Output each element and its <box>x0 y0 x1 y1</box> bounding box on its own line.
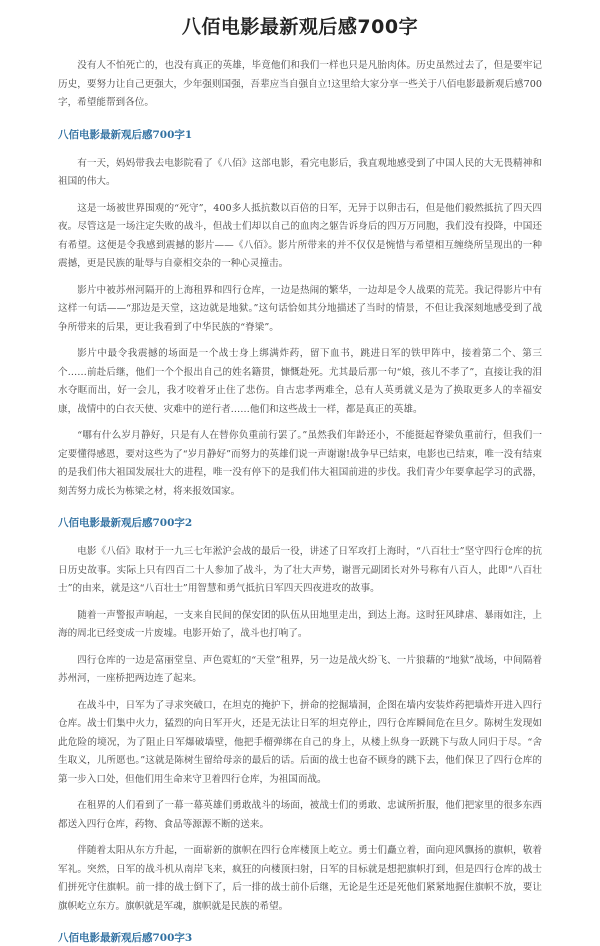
paragraph: “哪有什么岁月静好，只是有人在替你负重前行罢了。”虽然我们年龄还小，不能挺起脊梁负重前行，但我们一定要懂得感恩，要对这些为了“岁月静好”而努力的英雄们说一声谢谢!战争早已结束，电影也已结束，唯一没有结束的是我们伟大祖国发展壮大的进程，唯一没有停下的是我们伟大祖国前进的步伐。我们青少年要拿起学习的武器，刻苦努力成长为栋梁之材，将来报效国家。 <box>58 430 542 497</box>
section-heading: 八佰电影最新观后感700字2 <box>58 517 193 529</box>
section-1 <box>58 127 542 502</box>
paragraph: 这是一场被世界围观的“死守”，400多人抵抗数以百倍的日军，无异于以卵击石，但是他们毅然抵抗了四天四夜。尽管这是一场注定失败的战斗，但战士们却以自己的血肉之躯告诉身后的四万万同胞，我们没有投降，中国还有希望。这便是令我感到震撼的影片——《八佰》。影片所带来的并不仅仅是惋惜与希望相互缠绕所呈现出的一种震撼，更是民族的耻辱与自豪相交杂的一种心灵撞击。 <box>58 202 542 269</box>
paragraph: 影片中最令我震撼的场面是一个战士身上绑满炸药，留下血书，跳进日军的铁甲阵中，接着第二个、第三个……前赴后继，他们一个个报出自己的姓名籍贯，慷慨赴死。尤其最后那一句“娘，孩儿不孝了”，直接让我的泪水夺眶而出，好一会儿，我才咬着牙止住了悲伤。自古忠孝两难全，总有人英勇就义是为了换取更多人的幸福安康，战情中的白衣天使、灾难中的逆行者……他们和这些战士一样，都是真正的英雄。 <box>58 348 542 415</box>
paragraph: 有一天，妈妈带我去电影院看了《八佰》这部电影，看完电影后，我直观地感受到了中国人民的大无畏精神和祖国的伟大。 <box>58 157 542 187</box>
paragraph: 在租界的人们看到了一幕一幕英雄们勇敢战斗的场面，被战士们的勇敢、忠诚所折服，他们把家里的很多东西都送入四行仓库，药物、食品等源源不断的送来。 <box>58 800 542 830</box>
paragraph: 四行仓库的一边是富丽堂皇、声色霓虹的“天堂”租界，另一边是战火纷飞、一片狼藉的“地狱”战场，中间隔着苏州河，一座桥把两边连了起来。 <box>58 654 542 684</box>
section-heading: 八佰电影最新观后感700字1 <box>58 128 193 141</box>
intro-paragraph: 没有人不怕死亡的，也没有真正的英雄，毕竟他们和我们一样也只是凡胎肉体。历史虽然过去了，但是要牢记历史，要努力让自己更强大，少年强则国强，吾辈应当自强自立!这里给大家分享一些关于八佰电影最新观后感700字，希望能帮到各位。 <box>58 60 542 108</box>
paragraph: 伴随着太阳从东方升起，一面崭新的旗帜在四行仓库楼顶上屹立。勇士们矗立着，面向迎风飘扬的旗帜，敬着军礼。突然，日军的战斗机从南岸飞来，疯狂的向楼顶扫射，日军的目标就是想把旗帜打到，但是四行仓库的战士们拼死守住旗帜。前一排的战士倒下了，后一排的战士前仆后继，无论是生还是死他们紧紧地握住旗帜不放，要让旗帜屹立东方。旗帜就是军魂，旗帜就是民族的希望。 <box>58 845 542 912</box>
section-heading: 八佰电影最新观后感700字3 <box>58 932 193 944</box>
paragraph: 在战斗中，日军为了寻求突破口，在坦克的掩护下，拼命的挖掘墙洞，企图在墙内安装炸药把墙炸开进入四行仓库。战士们集中火力，猛烈的向日军开火，还是无法让日军的坦克停止，四行仓库瞬间危在旦夕。陈树生发现如此危险的境况，为了阻止日军爆破墙壁，他把手榴弹绑在自己的身上，从楼上纵身一跃跳下与敌人同归于尽。“舍生取义，儿所愿也。”这就是陈树生留给母亲的最后的话。后面的战士也奋不顾身的跳下去，他们保卫了四行仓库的第一步入口处，但他们用生命来守卫着四行仓库，为祖国而战。 <box>58 699 542 785</box>
paragraph: 影片中被苏州河隔开的上海租界和四行仓库，一边是热闹的繁华，一边却是令人战栗的荒芜。我记得影片中有这样一句话——“那边是天堂，这边就是地狱。”这句话恰如其分地描述了当时的情景，不但让我深刻地感受到了战争所带来的后果，更让我看到了中华民族的“脊梁”。 <box>58 284 542 333</box>
document-title: 八佰电影最新观后感700字 <box>181 16 419 38</box>
section-3 <box>58 930 542 946</box>
paragraph: 电影《八佰》取材于一九三七年淞沪会战的最后一役，讲述了日军攻打上海时，“八百壮士”坚守四行仓库的抗日历史故事。实际上只有四百二十人参加了战斗，为了壮大声势，谢晋元副团长对外号称有八百人，此即“八百壮士”的由来，就是这“八百壮士”用智慧和勇气抵抗日军四天四夜进攻的故事。 <box>58 546 542 594</box>
paragraph: 随着一声警报声响起，一支来自民间的保安团的队伍从田地里走出，到达上海。这时狂风肆虐、暴雨如注，上海的周北已经变成一片废墟。电影开始了，战斗也打响了。 <box>58 609 542 639</box>
section-2 <box>58 515 542 916</box>
